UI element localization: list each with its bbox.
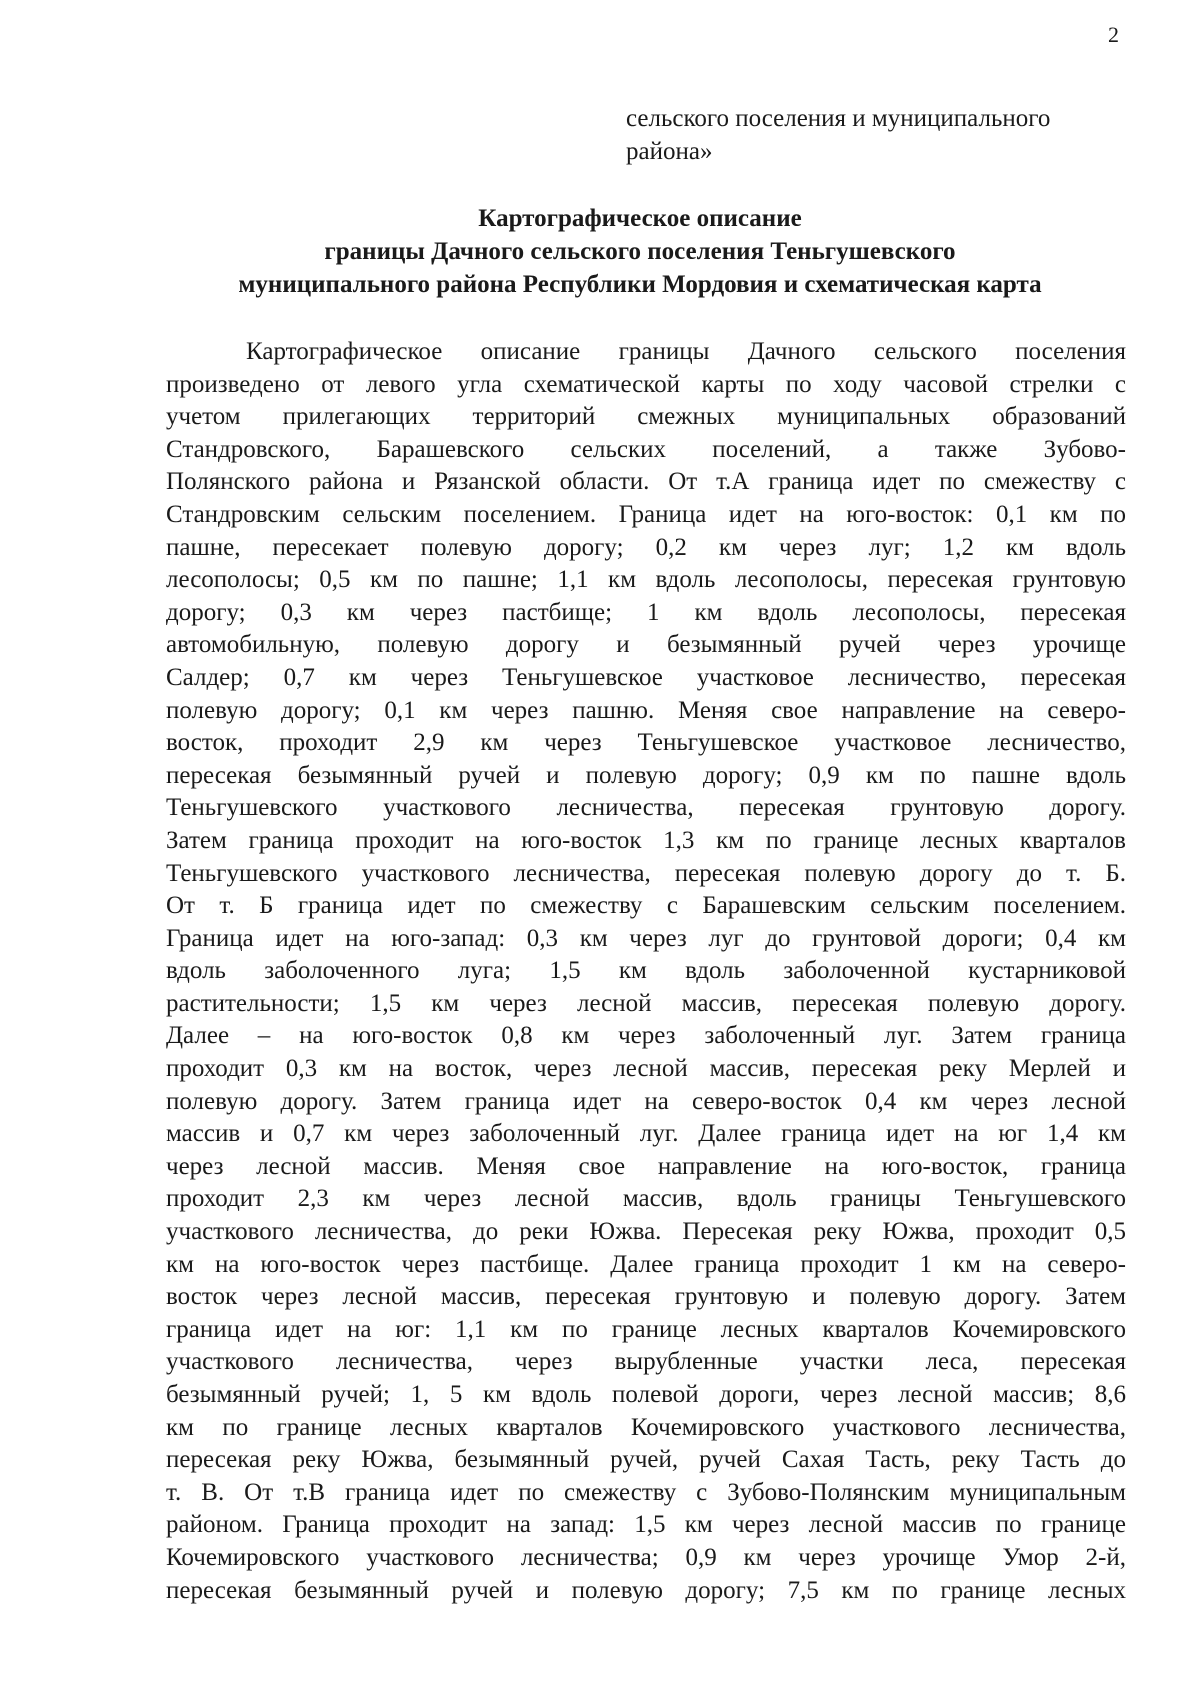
- body-line: вдоль заболоченного луга; 1,5 км вдоль заболоченной кустарниковой: [166, 957, 1126, 985]
- body-line: дорогу; 0,3 км через пастбище; 1 км вдоль лесополосы, пересекая: [166, 598, 1126, 626]
- body-paragraph: [166, 336, 1126, 1607]
- body-line: лесополосы; 0,5 км по пашне; 1,1 км вдоль лесополосы, пересекая грунтовую: [166, 566, 1126, 594]
- body-line: растительности; 1,5 км через лесной массив, пересекая полевую дорогу.: [166, 989, 1126, 1017]
- header-note: [626, 102, 1126, 168]
- body-line: Теньгушевского участкового лесничества, пересекая полевую дорогу до т. Б.: [166, 859, 1126, 887]
- body-line: От т. Б граница идет по смежеству с Барашевским сельским поселением.: [166, 892, 1126, 920]
- body-line: районом. Граница проходит на запад: 1,5 км через лесной массив по границе: [166, 1511, 1126, 1539]
- body-line: участкового лесничества, через вырубленные участки леса, пересекая: [166, 1348, 1126, 1376]
- title-line: границы Дачного сельского поселения Теньгушевского: [324, 238, 956, 265]
- body-line: через лесной массив. Меняя свое направление на юго-восток, граница: [166, 1152, 1126, 1180]
- body-line: массив и 0,7 км через заболоченный луг. Далее граница идет на юг 1,4 км: [166, 1120, 1126, 1148]
- body-line: км по границе лесных кварталов Кочемировского участкового лесничества,: [166, 1413, 1126, 1441]
- body-line: т. В. От т.В граница идет по смежеству с Зубово-Полянским муниципальным: [166, 1478, 1126, 1506]
- body-line: Кочемировского участкового лесничества; 0,9 км через урочище Умор 2-й,: [166, 1543, 1126, 1571]
- body-line: полевую дорогу; 0,1 км через пашню. Меняя свое направление на северо-: [166, 696, 1126, 724]
- header-note-line: района»: [626, 138, 713, 165]
- body-line: Салдер; 0,7 км через Теньгушевское участковое лесничество, пересекая: [166, 663, 1126, 691]
- body-line: Граница идет на юго-запад: 0,3 км через луг до грунтовой дороги; 0,4 км: [166, 924, 1126, 952]
- body-line: граница идет на юг: 1,1 км по границе лесных кварталов Кочемировского: [166, 1315, 1126, 1343]
- body-line: пашне, пересекает полевую дорогу; 0,2 км через луг; 1,2 км вдоль: [166, 533, 1126, 561]
- body-line: проходит 2,3 км через лесной массив, вдоль границы Теньгушевского: [166, 1185, 1126, 1213]
- body-line: проходит 0,3 км на восток, через лесной массив, пересекая реку Мерлей и: [166, 1055, 1126, 1083]
- body-line: восток, проходит 2,9 км через Теньгушевское участковое лесничество,: [166, 729, 1126, 757]
- body-line: Стандровским сельским поселением. Граница идет на юго-восток: 0,1 км по: [166, 500, 1126, 528]
- page-number: 2: [1108, 22, 1119, 47]
- body-line: Затем граница проходит на юго-восток 1,3 км по границе лесных кварталов: [166, 826, 1126, 854]
- document-title: [160, 202, 1120, 301]
- title-line: Картографическое описание: [478, 205, 802, 232]
- body-line: км на юго-восток через пастбище. Далее граница проходит 1 км на северо-: [166, 1250, 1126, 1278]
- body-line: Далее – на юго-восток 0,8 км через заболоченный луг. Затем граница: [166, 1022, 1126, 1050]
- body-line: пересекая безымянный ручей и полевую дорогу; 7,5 км по границе лесных: [166, 1576, 1126, 1604]
- body-line: пересекая реку Южва, безымянный ручей, ручей Сахая Тасть, реку Тасть до: [166, 1446, 1126, 1474]
- body-line: учетом прилегающих территорий смежных муниципальных образований: [166, 403, 1126, 431]
- body-line: Картографическое описание границы Дачного сельского поселения: [246, 338, 1126, 365]
- body-line: участкового лесничества, до реки Южва. Пересекая реку Южва, проходит 0,5: [166, 1218, 1126, 1246]
- body-line: безымянный ручей; 1, 5 км вдоль полевой дороги, через лесной массив; 8,6: [166, 1381, 1126, 1408]
- title-line: муниципального района Республики Мордовия и схематическая карта: [238, 271, 1042, 298]
- body-line: пересекая безымянный ручей и полевую дорогу; 0,9 км по пашне вдоль: [166, 761, 1126, 789]
- body-line: автомобильную, полевую дорогу и безымянный ручей через урочище: [166, 631, 1126, 659]
- body-line: Теньгушевского участкового лесничества, пересекая грунтовую дорогу.: [166, 794, 1126, 822]
- body-line: произведено от левого угла схематической карты по ходу часовой стрелки с: [166, 370, 1126, 398]
- header-note-line: сельского поселения и муниципального: [626, 105, 1051, 132]
- body-line: Полянского района и Рязанской области. От т.А граница идет по смежеству с: [166, 468, 1126, 496]
- body-line: восток через лесной массив, пересекая грунтовую и полевую дорогу. Затем: [166, 1283, 1126, 1311]
- body-line: Стандровского, Барашевского сельских поселений, а также Зубово-: [166, 435, 1126, 463]
- body-line: полевую дорогу. Затем граница идет на северо-восток 0,4 км через лесной: [166, 1087, 1126, 1115]
